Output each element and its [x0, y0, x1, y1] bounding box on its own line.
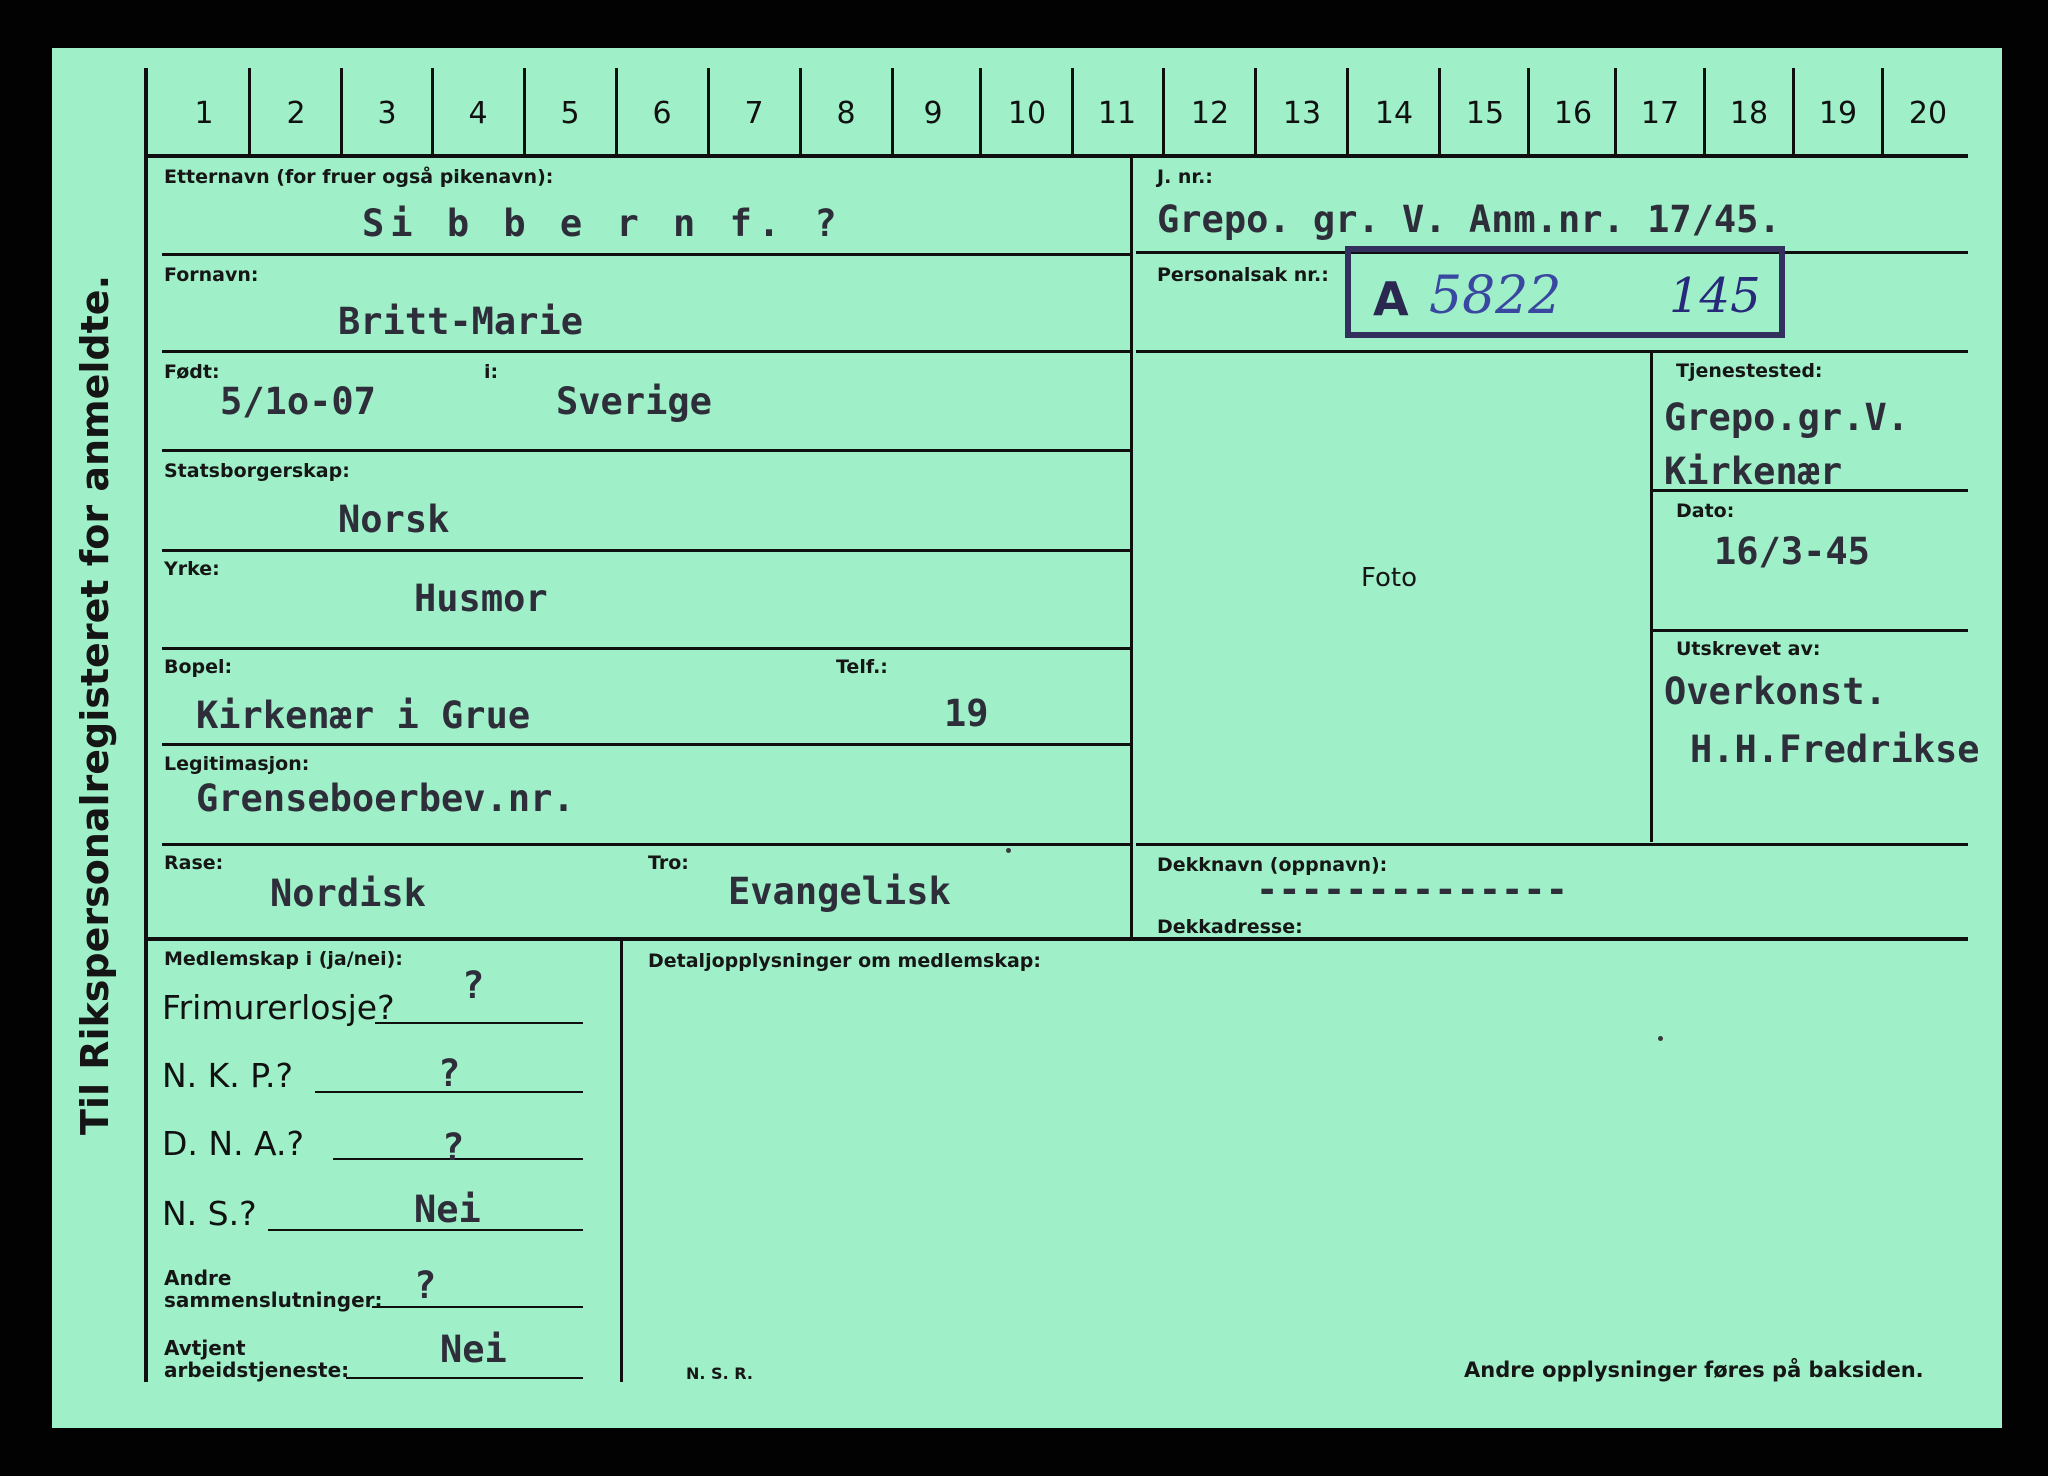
value-dna: ?: [442, 1126, 465, 1169]
label-avtjent-2: arbeidstjeneste:: [164, 1358, 350, 1382]
value-fornavn: Britt-Marie: [338, 300, 584, 343]
personalsak-stamp: [1345, 246, 1785, 338]
tick: [1527, 68, 1530, 156]
tick: [431, 68, 434, 156]
column-number: 9: [923, 96, 943, 131]
tick: [615, 68, 618, 156]
value-avtjent: Nei: [440, 1328, 507, 1371]
value-andre: ?: [414, 1264, 437, 1307]
tick: [1614, 68, 1617, 156]
rule: [1136, 843, 1968, 846]
value-tjenestested-1: Grepo.gr.V.: [1664, 396, 1910, 439]
value-tro: Evangelisk: [728, 870, 951, 913]
column-number: 12: [1190, 96, 1230, 131]
label-detaljopplysninger: Detaljopplysninger om medlemskap:: [648, 950, 1041, 972]
column-number: 18: [1729, 96, 1769, 131]
column-number: 8: [836, 96, 856, 131]
stamp-number: 5822: [1429, 266, 1562, 326]
label-statsborgerskap: Statsborgerskap:: [164, 460, 350, 482]
stamp-year: 145: [1669, 268, 1761, 324]
value-dekknavn: --------------: [1256, 868, 1568, 911]
photo-area-label: Foto: [1361, 563, 1418, 593]
column-number: 13: [1282, 96, 1322, 131]
answer-line: [375, 1022, 583, 1024]
label-medlemskap: Medlemskap i (ja/nei):: [164, 948, 403, 970]
column-number: 20: [1908, 96, 1948, 131]
rule: [162, 647, 1130, 650]
tick: [1792, 68, 1795, 156]
label-tro: Tro:: [648, 852, 689, 874]
label-fodt: Født:: [164, 361, 220, 383]
column-number: 5: [560, 96, 580, 131]
label-yrke: Yrke:: [164, 558, 220, 580]
column-number: 16: [1553, 96, 1593, 131]
stamp-letter: A: [1373, 272, 1409, 326]
value-utskrevet-1: Overkonst.: [1664, 670, 1887, 713]
tick: [1254, 68, 1257, 156]
left-rule: [144, 68, 148, 1382]
label-i: i:: [484, 361, 499, 383]
value-yrke: Husmor: [414, 577, 548, 620]
label-fornavn: Fornavn:: [164, 264, 259, 286]
column-number: 11: [1097, 96, 1137, 131]
value-statsborgerskap: Norsk: [338, 498, 450, 541]
lower-divider: [620, 941, 623, 1382]
tick: [707, 68, 710, 156]
tick: [1438, 68, 1441, 156]
tick: [1071, 68, 1074, 156]
tick: [891, 68, 894, 156]
center-divider: [1130, 158, 1133, 938]
column-number: 2: [286, 96, 306, 131]
lower-rule: [146, 937, 1968, 941]
rule: [162, 743, 1130, 746]
side-title: Til Rikspersonalregisteret for anmeldte.: [73, 274, 117, 1136]
rule: [1136, 350, 1968, 353]
footer-note: Andre opplysninger føres på baksiden.: [1464, 1358, 1924, 1382]
column-number: 14: [1374, 96, 1414, 131]
value-nkp: ?: [438, 1052, 461, 1095]
label-avtjent-1: Avtjent: [164, 1336, 246, 1360]
label-andre-2: sammenslutninger:: [164, 1288, 383, 1312]
column-number: 1: [194, 96, 214, 131]
value-bopel: Kirkenær i Grue: [196, 694, 531, 737]
label-jnr: J. nr.:: [1157, 166, 1213, 188]
label-etternavn: Etternavn (for fruer også pikenavn):: [164, 166, 554, 188]
column-number: 7: [744, 96, 764, 131]
label-rase: Rase:: [164, 852, 224, 874]
label-personalsak: Personalsak nr.:: [1157, 264, 1329, 286]
value-rase: Nordisk: [270, 872, 426, 915]
value-dato: 16/3-45: [1714, 530, 1870, 573]
label-andre-1: Andre: [164, 1266, 232, 1290]
rule: [162, 549, 1130, 552]
value-telf: 19: [944, 692, 989, 735]
value-fodested: Sverige: [556, 380, 712, 423]
column-number: 10: [1007, 96, 1047, 131]
header-rule: [146, 154, 1968, 158]
rule: [162, 449, 1130, 452]
answer-line: [346, 1377, 583, 1379]
tick: [1881, 68, 1884, 156]
rule: [1652, 629, 1968, 632]
rule: [162, 253, 1130, 256]
label-dekkadresse: Dekkadresse:: [1157, 916, 1303, 938]
tick: [1346, 68, 1349, 156]
photo-divider: [1650, 352, 1653, 842]
value-etternavn: Si b b e r n f. ?: [362, 202, 843, 245]
label-bopel: Bopel:: [164, 656, 233, 678]
speck: [1006, 848, 1011, 853]
value-jnr: Grepo. gr. V. Anm.nr. 17/45.: [1157, 198, 1781, 241]
label-utskrevet: Utskrevet av:: [1676, 638, 1821, 660]
label-telf: Telf.:: [836, 656, 888, 678]
tick: [340, 68, 343, 156]
tick: [799, 68, 802, 156]
label-dekknavn: Dekknavn (oppnavn):: [1157, 854, 1388, 876]
value-fodt: 5/1o-07: [220, 380, 376, 423]
value-ns: Nei: [414, 1188, 481, 1231]
column-number: 17: [1640, 96, 1680, 131]
speck: [1658, 1036, 1663, 1041]
label-nkp: N. K. P.?: [162, 1056, 294, 1095]
column-number: 4: [468, 96, 488, 131]
value-frimurerlosje: ?: [462, 964, 485, 1007]
tick: [1703, 68, 1706, 156]
printer-mark: N. S. R.: [686, 1364, 753, 1383]
label-ns: N. S.?: [162, 1194, 257, 1233]
tick: [523, 68, 526, 156]
label-dna: D. N. A.?: [162, 1124, 305, 1163]
value-tjenestested-2: Kirkenær: [1664, 450, 1843, 493]
tick: [248, 68, 251, 156]
label-dato: Dato:: [1676, 500, 1735, 522]
value-legitimasjon: Grenseboerbev.nr.: [196, 777, 575, 820]
column-number: 3: [377, 96, 397, 131]
tick: [979, 68, 982, 156]
label-legitimasjon: Legitimasjon:: [164, 753, 310, 775]
label-frimurerlosje: Frimurerlosje?: [162, 988, 395, 1027]
tick: [1162, 68, 1165, 156]
answer-line: [372, 1306, 583, 1308]
column-number: 19: [1818, 96, 1858, 131]
rule: [162, 843, 1130, 846]
label-tjenestested: Tjenestested:: [1676, 360, 1823, 382]
column-number: 15: [1465, 96, 1505, 131]
rule: [162, 350, 1130, 353]
column-number: 6: [652, 96, 672, 131]
value-utskrevet-2: H.H.Fredrikse: [1690, 728, 1980, 771]
